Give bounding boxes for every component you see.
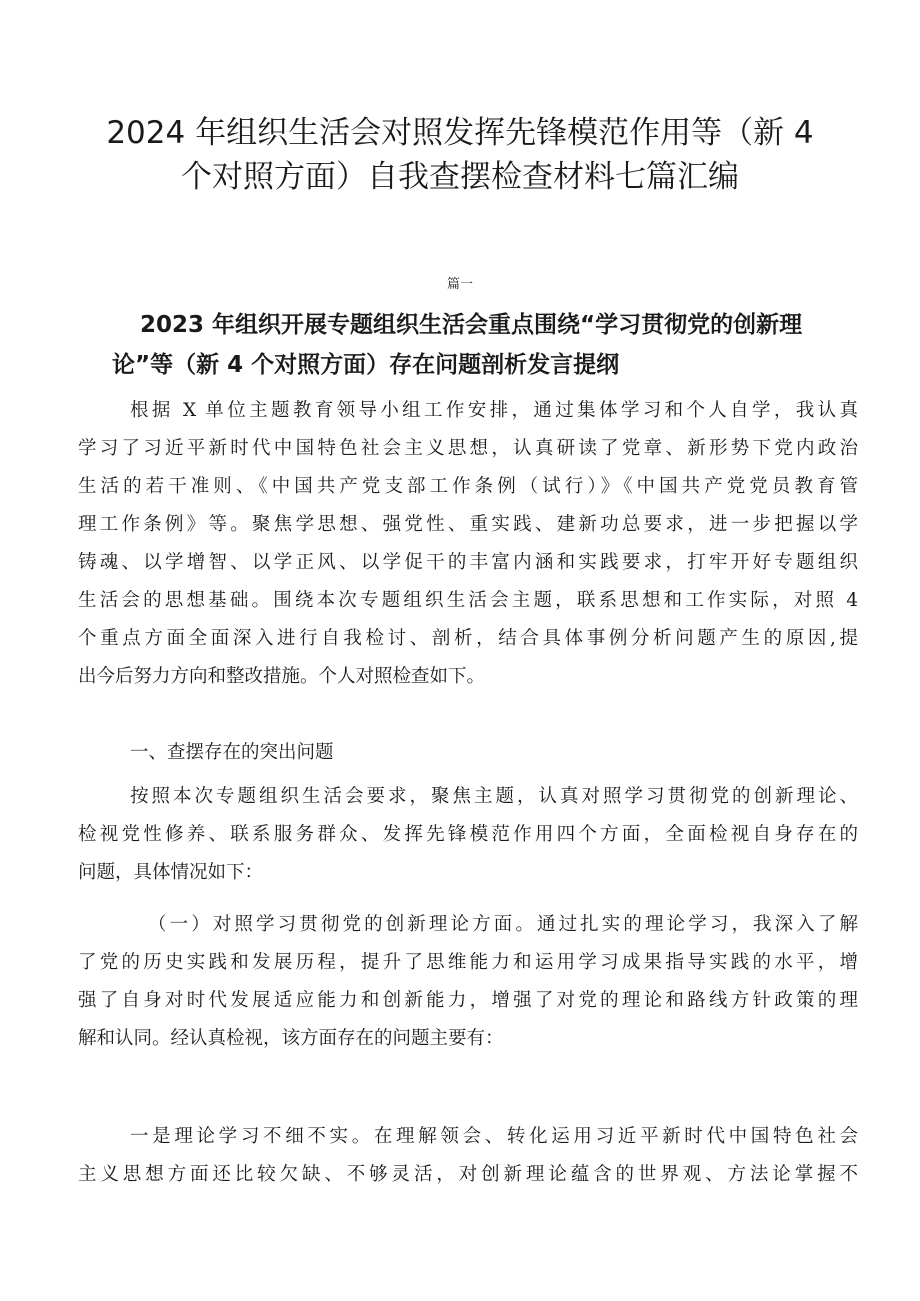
paragraph-line: 检视党性修养、联系服务群众、发挥先锋模范作用四个方面，全面检视自身存在的: [78, 824, 858, 845]
paragraph-intro: [78, 392, 858, 696]
heading-level1: [78, 734, 858, 772]
document-title-line: 2024 年组织生活会对照发挥先锋模范作用等（新 4: [106, 115, 814, 151]
paragraph-theory: [78, 906, 858, 1058]
paragraph-line: 一是理论学习不细不实。在理解领会、转化运用习近平新时代中国特色社会: [130, 1126, 858, 1147]
paragraph-line: 理工作条例》等。聚焦学思想、强党性、重实践、建新功总要求，进一步把握以学: [78, 514, 858, 535]
paragraph-line: 出今后努力方向和整改措施。个人对照检查如下。: [78, 666, 486, 687]
section-subtitle-line: 2023 年组织开展专题组织生活会重点围绕“学习贯彻党的创新理: [140, 312, 803, 338]
paragraph-line: 学习了习近平新时代中国特色社会主义思想，认真研读了党章、新形势下党内政治: [78, 438, 858, 459]
paragraph-line: 铸魂、以学增智、以学正风、以学促干的丰富内涵和实践要求，打牢开好专题组织: [78, 552, 858, 573]
document-title: [60, 111, 860, 199]
section-label: 篇一: [446, 277, 473, 292]
paragraph-line: 根据 X 单位主题教育领导小组工作安排，通过集体学习和个人自学，我认真: [130, 400, 858, 421]
paragraph-line: 问题，具体情况如下：: [78, 862, 264, 883]
paragraph-line: 生活的若干准则、《中国共产党支部工作条例（试行）》《中国共产党党员教育管: [78, 476, 858, 497]
paragraph-line: 生活会的思想基础。围绕本次专题组织生活会主题，联系思想和工作实际，对照 4: [78, 590, 858, 611]
section-subtitle: [112, 305, 872, 385]
paragraph-line: 解和认同。经认真检视，该方面存在的问题主要有：: [78, 1028, 504, 1049]
paragraph-line: 主义思想方面还比较欠缺、不够灵活，对创新理论蕴含的世界观、方法论掌握不: [78, 1164, 858, 1185]
paragraph-line: 强了自身对时代发展适应能力和创新能力，增强了对党的理论和路线方针政策的理: [78, 990, 858, 1011]
section-subtitle-line: 论”等（新 4 个对照方面）存在问题剖析发言提纲: [112, 352, 620, 378]
paragraph-issue-one: [78, 1118, 858, 1194]
paragraph-line: （一）对照学习贯彻党的创新理论方面。通过扎实的理论学习，我深入了解: [148, 914, 858, 935]
paragraph-line: 按照本次专题组织生活会要求，聚焦主题，认真对照学习贯彻党的创新理论、: [130, 786, 858, 807]
paragraph-requirements: [78, 778, 858, 892]
document-title-line: 个对照方面）自我查摆检查材料七篇汇编: [181, 159, 739, 195]
paragraph-line: 了党的历史实践和发展历程，提升了思维能力和运用学习成果指导实践的水平，增: [78, 952, 858, 973]
paragraph-line: 个重点方面全面深入进行自我检讨、剖析，结合具体事例分析问题产生的原因,提: [78, 628, 858, 649]
heading-line: 一、查摆存在的突出问题: [130, 742, 334, 763]
